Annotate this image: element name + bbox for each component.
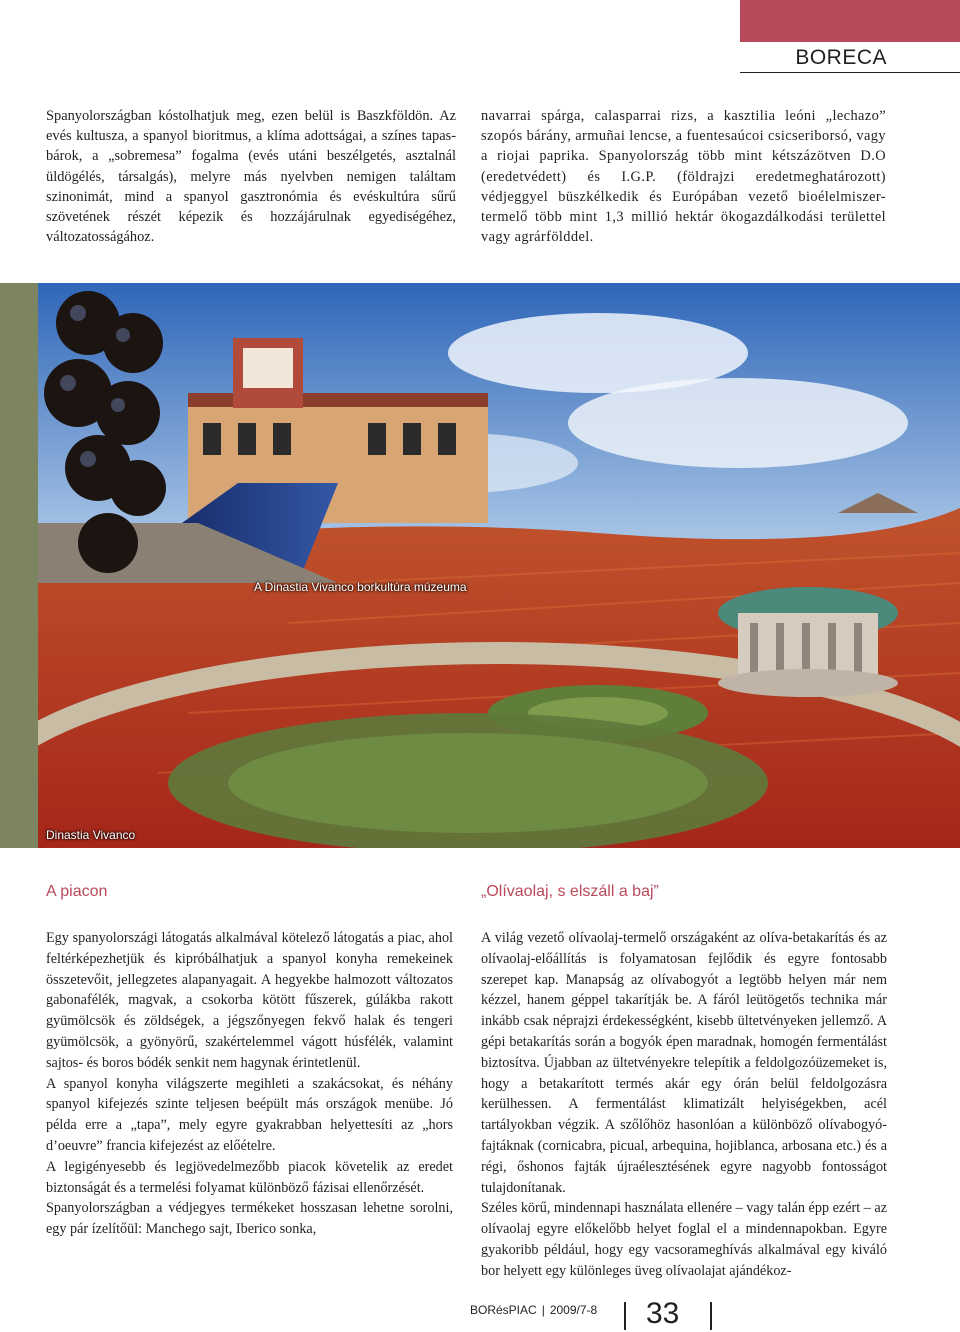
page-number: 33 [646, 1297, 680, 1330]
page-number-bar-right [710, 1302, 712, 1330]
publication-name: BORésPIAC [470, 1303, 537, 1317]
intro-right-text: navarrai spárga, calasparrai rizs, a kasztilia leóni „lechazo” szopós bárány, armuñai lencse, a fuentesaúcoi csicseriborsó, vagy a riojai paprika. Spanyolország több mint kétszázötven D.O (eredetvédett) és I.G.P. (földrajzi eredetmeghatározott) védjeggyel büszkélkedik és Európában vezető bioélelmiszer-termelő több mint 1,3 millió hektár ökogazdálkodási területtel vagy agrárfölddel. [481, 108, 886, 246]
footer-publication [470, 1303, 597, 1317]
market-paragraph: Egy spanyolországi látogatás alkalmával kötelező látogatás a piac, ahol feltérképezhetjük és kipróbálhatjuk a spanyol konyha remekeinek összetevőit, jellegzetes alapanyagait. A hegyekbe halmozott változatos gabonafélék, magvak, a csokorba kötött fűszerek, gúlákba rakott gyümölcsök és zöldségek, a jégszőnyegen fekvő halak és tengeri gyümölcsök, a gyönyörű, szakértelemmel vágott húsfélék, valamint sajtos- és boros bódék senkit nem hagynak érintetlenül. [46, 930, 453, 1071]
issue-number: 2009/7-8 [549, 1303, 598, 1317]
footer-separator: | [541, 1303, 545, 1317]
header-rule [740, 72, 960, 73]
page-number-bar-left [624, 1302, 626, 1330]
olive-oil-heading: „Olívaolaj, s elszáll a baj” [481, 883, 659, 900]
photo-credit: Dinastia Vivanco [46, 828, 136, 842]
intro-left-column [46, 106, 456, 247]
market-heading: A piacon [46, 883, 108, 900]
olive-oil-article [481, 928, 887, 1282]
winery-illustration [38, 283, 960, 848]
photo-caption: A Dinastia Vivanco borkultúra múzeuma [254, 580, 467, 594]
section-label: BORECA [795, 46, 887, 69]
side-accent-bar [0, 283, 38, 848]
olive-oil-paragraph: Széles körű, mindennapi használata ellenére – vagy talán épp ezért – az olívaolaj egyre előkelőbb helyet foglal el a mindennapokban. Egyre gyakoribb például, hogy egy vacsorameghívás alkalmával egy kiváló bor helyett egy különleges üveg olívaolajat ajándékoz- [481, 1200, 887, 1279]
intro-right-column [481, 106, 886, 247]
market-paragraph: Spanyolországban a védjegyes termékeket hosszasan lehetne sorolni, egy pár ízelítőül: Manchego sajt, Iberico sonka, [46, 1200, 453, 1238]
winery-photo [38, 283, 960, 848]
olive-oil-paragraph: A világ vezető olívaolaj-termelő országaként az olíva-betakarítás és az olívaolaj-előállítás is folyamatosan fejlődik és egyre fontosabb szerepet kap. Manapság az olívabogyót a legtöbb helyen már nem kézzel, hanem géppel takarítják be. A fáról leütögetős technika már inkább csak néprajzi érdekességként, kisebb ültetvényeken jellemző. A gépi betakarítás során a bogyók épen maradnak, homogén fermentálást biztosítva. Újabban az ültetvényekre telepítik a feldolgozóüzemeket is, hogy a betakarított termés akár egy órán belül feldolgozásra kerülhessen. A fermentálást klimatizált helyiségekben, acél tartályokban végzik. A szőlőhöz hasonlóan a különböző olívabogyó-fajtáknak (cornicabra, picual, arbequina, hojiblanca, arbosana etc.) és a régi, őshonos fajták újraélesztésének egyre nagyobb fontosságot tulajdonítanak. [481, 930, 887, 1196]
section-tab [740, 0, 960, 42]
market-paragraph: A spanyol konyha világszerte megihleti a szakácsokat, és néhány spanyol kifejezés szinte teljesen beépült más országok menübe. Jó példa erre a „tapa”, mely egyre gyakrabban helyettesíti az „hors d’oeuvre” francia kifejezést az előételre. [46, 1075, 453, 1154]
market-paragraph: A legigényesebb és legjövedelmezőbb piacok követelik az eredet biztonságát és a termelési folyamat különböző fázisai ellenőrzését. [46, 1158, 453, 1196]
market-article [46, 928, 453, 1240]
intro-left-text: Spanyolországban kóstolhatjuk meg, ezen belül is Baszkföldön. Az evés kultusza, a spanyol bioritmus, a klíma adottságai, a színes tapas-bárok, a „sobremesa” fogalma (evés utáni beszélgetés, asztalnál üldögélés, társalgás), melyre más nyelvben nemigen találtam szinonimát, mind a spanyol gasztronómia és evéskultúra sűrű szövetének részét képezik és hozzájárulnak egyediségéhez, változatosságához. [46, 108, 456, 246]
